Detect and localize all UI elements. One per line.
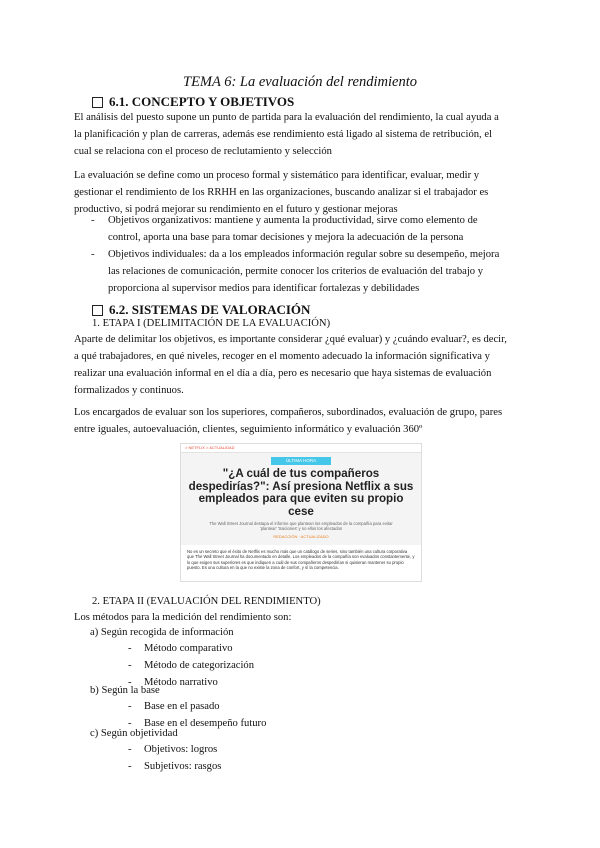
article-subhead: The Wall Street Journal destapa el informe que plantean los empleados de la compañía para evitar 'plantear' 'traiciones' y no ellos los afectados <box>209 521 393 531</box>
dash-bullet: - <box>128 744 132 755</box>
text-line: las relaciones de comunicación, permite conocer los criterios de evaluación del trabajo y <box>108 266 484 277</box>
dash-bullet: - <box>128 643 132 654</box>
method-item: Subjetivos: rasgos <box>144 761 222 772</box>
text-line: formalizados y continuos. <box>74 385 184 396</box>
group-label-b: b) Según la base <box>90 685 160 696</box>
checkbox-icon <box>92 305 103 316</box>
dash-bullet: - <box>91 215 95 226</box>
list-item <box>128 758 221 775</box>
list-item <box>128 657 254 674</box>
objectives-list <box>74 212 534 297</box>
list-item <box>74 246 534 297</box>
dash-bullet: - <box>128 677 132 688</box>
paragraph-encargados <box>74 404 532 438</box>
dash-bullet: - <box>128 761 132 772</box>
dash-bullet: - <box>128 660 132 671</box>
list-item <box>128 640 254 657</box>
stage-1-heading: 1. ETAPA I (DELIMITACIÓN DE LA EVALUACIÓN) <box>92 318 331 329</box>
section-heading-text: 6.2. SISTEMAS DE VALORACIÓN <box>109 302 311 317</box>
list-item <box>128 698 266 715</box>
article-body: No es un secreto que el éxito de Netflix es mucho más que un catálogo de series, sino también una cultura corporativa que The Wall Street Journal ha documentado en detalle. Los empleados de la compañía son evaluados constantemente, y lo que exigen sus superiores es que indiquen a cuál de sus compañeros despedirían si quisieran mantener su propio puesto. Es una cultura en la que no existe la zona de confort, y sí la competencia. <box>181 545 421 582</box>
text-line: control, aporta una base para tomar decisiones y mejora la adecuación de la persona <box>108 232 464 243</box>
group-b-list <box>128 698 266 732</box>
dash-bullet: - <box>91 249 95 260</box>
dash-bullet: - <box>128 718 132 729</box>
page-title: TEMA 6: La evaluación del rendimiento <box>183 74 417 90</box>
text-line: productivo, si podrá mejorar su rendimiento en el futuro y gestionar mejoras <box>74 204 398 215</box>
section-heading-text: 6.1. CONCEPTO Y OBJETIVOS <box>109 94 295 109</box>
text-line: Los encargados de evaluar son los superiores, compañeros, subordinados, evaluación de grupo, pares <box>74 407 503 418</box>
checkbox-icon <box>92 97 103 108</box>
section-heading-sistemas <box>92 302 310 318</box>
paragraph-delimitar <box>74 331 532 399</box>
text-line: cual se relaciona con el proceso de reclutamiento y selección <box>74 146 332 157</box>
method-item: Base en el desempeño futuro <box>144 718 267 729</box>
text-line: La evaluación se define como un proceso formal y sistemático para identificar, evaluar, medir y <box>74 170 480 181</box>
dash-bullet: - <box>128 701 132 712</box>
group-a-list <box>128 640 254 691</box>
group-c-list <box>128 741 221 775</box>
text-line: gestionar el rendimiento de los RRHH en las organizaciones, buscando analizar si el trabajador es <box>74 187 489 198</box>
text-line: Objetivos individuales: da a los empleados información regular sobre su desempeño, mejora <box>108 249 500 260</box>
article-meta: REDACCIÓN · ACTUALIZADO <box>273 534 329 539</box>
text-line: entre iguales, autoevaluación, clientes, seguimiento informático y evaluación 360º <box>74 424 423 435</box>
paragraph-analisis <box>74 109 532 160</box>
text-line: realizar una evaluación informal en el día a día, pero es necesario que haya sistemas de evaluación <box>74 368 492 379</box>
group-label-a: a) Según recogida de información <box>90 627 234 638</box>
text-line: El análisis del puesto supone un punto de partida para la evaluación del rendimiento, la cual ayuda a <box>74 112 499 123</box>
method-item: Objetivos: logros <box>144 744 218 755</box>
stage-2-heading: 2. ETAPA II (EVALUACIÓN DEL RENDIMIENTO) <box>92 596 321 607</box>
article-screenshot <box>180 443 422 582</box>
article-headline: "¿A cuál de tus compañeros despedirías?": Así presiona Netflix a sus empleados para que eviten su propio cese <box>188 467 414 518</box>
list-item <box>74 212 534 246</box>
method-item: Método narrativo <box>144 677 218 688</box>
method-item: Método comparativo <box>144 643 233 654</box>
article-tag: ÚLTIMA HORA <box>271 457 331 465</box>
text-line: la planificación y plan de carreras, además ese rendimiento está ligado al sistema de retribución, el <box>74 129 492 140</box>
text-line: proporciona al supervisor medios para identificar fortalezas y debilidades <box>108 283 420 294</box>
method-item: Base en el pasado <box>144 701 220 712</box>
method-item: Método de categorización <box>144 660 255 671</box>
text-line: Aparte de delimitar los objetivos, es importante considerar ¿qué evaluar) y ¿cuándo evaluar?, es decir, <box>74 334 507 345</box>
paragraph-definicion <box>74 167 532 218</box>
group-label-c: c) Según objetividad <box>90 728 178 739</box>
section-heading-concepto <box>92 94 294 110</box>
text-line: a qué trabajadores, en qué niveles, recoger en el momento adecuado la información significativa y <box>74 351 490 362</box>
list-item <box>128 741 221 758</box>
article-breadcrumb: > NETFLIX > ACTUALIDAD <box>181 444 421 453</box>
text-line: Objetivos organizativos: mantiene y aumenta la productividad, sirve como elemento de <box>108 215 478 226</box>
methods-intro: Los métodos para la medición del rendimiento son: <box>74 612 292 623</box>
